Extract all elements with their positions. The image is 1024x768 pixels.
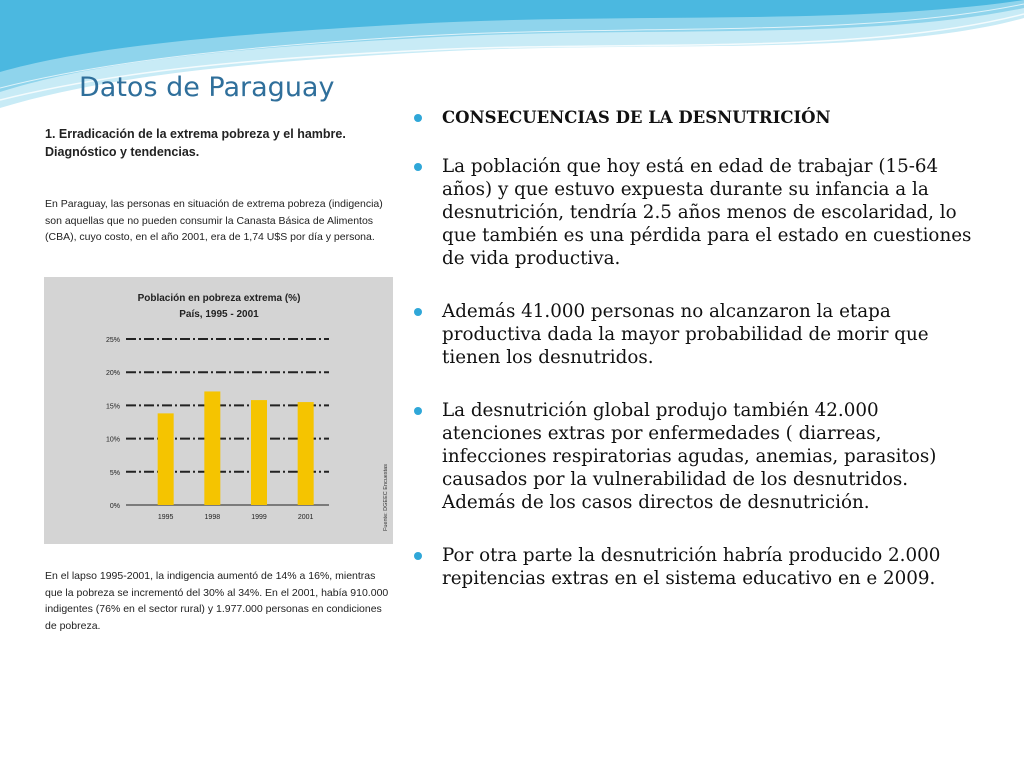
document-intro: En Paraguay, las personas en situación de extrema pobreza (indigencia) son aquellas que no pueden consumir la Canasta Básica de Alimentos (CBA), cuyo costo, en el año 2001, era de 1,74 U$S por día y persona. xyxy=(45,198,383,243)
bullet-text: La desnutrición global produjo también 42.000 atenciones extras por enfermedades ( diarreas, infecciones respiratorias agudas, anemias, parasitos) causados por la vulnerabilidad de los desnutridos. Además de los casos directos de desnutrición. xyxy=(442,400,937,513)
x-tick-label: 2001 xyxy=(297,514,314,521)
chart-source: Fuente: DGEEC Encuestas xyxy=(383,464,389,531)
document-heading: 1. Erradicación de la extrema pobreza y el hambre. Diagnóstico y tendencias. xyxy=(45,127,346,159)
y-tick-label: 15% xyxy=(105,403,120,411)
x-tick-label: 1998 xyxy=(204,514,221,521)
y-tick-label: 25% xyxy=(105,337,120,344)
y-tick-label: 0% xyxy=(109,503,120,510)
chart-title: Población en pobreza extrema (%) xyxy=(137,293,301,304)
scanned-document xyxy=(42,120,394,645)
bullet-item xyxy=(412,155,972,270)
document-conclusion: En el lapso 1995-2001, la indigencia aumentó de 14% a 16%, mientras que la pobreza se incrementó del 30% al 34%. En el 2001, había 910.000 indigentes (76% en el sector rural) y 1.977.000 personas en condiciones de pobreza. xyxy=(45,570,389,632)
bar xyxy=(298,402,314,505)
y-tick-label: 5% xyxy=(109,469,120,477)
chart-subtitle: País, 1995 - 2001 xyxy=(179,309,259,320)
bullet-item xyxy=(412,399,972,514)
bar xyxy=(204,391,220,505)
bullet-list xyxy=(412,106,972,620)
bullet-dot-icon xyxy=(414,114,422,122)
y-tick-label: 10% xyxy=(105,436,120,444)
y-tick-label: 20% xyxy=(105,370,120,378)
poverty-bar-chart xyxy=(44,277,393,544)
x-tick-label: 1995 xyxy=(157,514,174,521)
bullet-text: Además 41.000 personas no alcanzaron la etapa productiva dada la mayor probabilidad de morir que tienen los desnutridos. xyxy=(442,301,929,368)
bullet-text: Por otra parte la desnutrición habría producido 2.000 repitencias extras en el sistema educativo en e 2009. xyxy=(442,545,941,589)
bullet-dot-icon xyxy=(414,163,422,171)
bar xyxy=(158,413,174,505)
bullet-item-heading xyxy=(412,106,972,129)
bullet-dot-icon xyxy=(414,308,422,316)
bullet-item xyxy=(412,544,972,590)
slide-title: Datos de Paraguay xyxy=(79,72,335,103)
x-tick-label: 1999 xyxy=(251,514,267,521)
bullet-text: CONSECUENCIAS DE LA DESNUTRICIÓN xyxy=(442,108,831,127)
bar xyxy=(251,400,267,505)
bullet-item xyxy=(412,300,972,369)
bullet-dot-icon xyxy=(414,407,422,415)
poverty-chart-panel xyxy=(44,277,393,544)
bullet-dot-icon xyxy=(414,552,422,560)
bullet-text: La población que hoy está en edad de trabajar (15-64 años) y que estuvo expuesta durante su infancia a la desnutrición, tendría 2.5 años menos de escolaridad, lo que también es una pérdida para el estado en cuestiones de vida productiva. xyxy=(442,156,972,269)
